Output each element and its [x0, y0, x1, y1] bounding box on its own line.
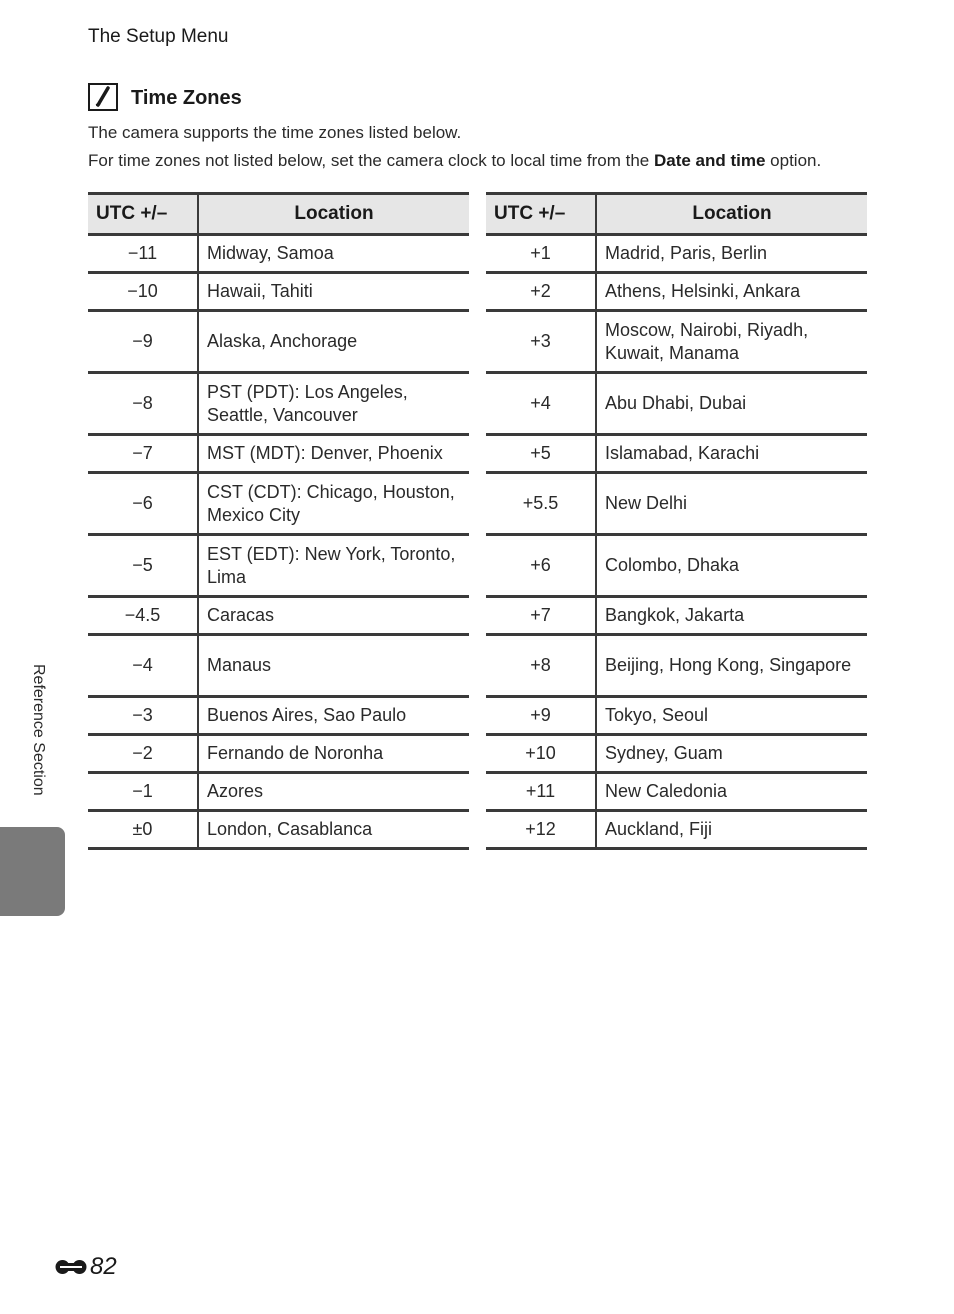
location-cell: Bangkok, Jakarta [596, 597, 867, 635]
table-row [88, 597, 469, 635]
utc-offset-cell: +10 [486, 735, 596, 773]
table-row [486, 235, 867, 273]
table-row [486, 535, 867, 597]
location-cell: Islamabad, Karachi [596, 435, 867, 473]
table-row [486, 435, 867, 473]
location-cell: New Caledonia [596, 773, 867, 811]
utc-offset-cell: −9 [88, 311, 198, 373]
utc-offset-cell: +1 [486, 235, 596, 273]
utc-offset-cell: +4 [486, 373, 596, 435]
location-cell: Athens, Helsinki, Ankara [596, 273, 867, 311]
location-cell: Buenos Aires, Sao Paulo [198, 697, 469, 735]
table-row [88, 535, 469, 597]
utc-offset-cell: −8 [88, 373, 198, 435]
table-row [88, 435, 469, 473]
utc-offset-cell: +7 [486, 597, 596, 635]
location-cell: CST (CDT): Chicago, Houston, Mexico City [198, 473, 469, 535]
table-row [88, 811, 469, 849]
location-cell: Colombo, Dhaka [596, 535, 867, 597]
page-header-title: The Setup Menu [88, 26, 229, 47]
utc-offset-cell: +3 [486, 311, 596, 373]
section-title: Time Zones [131, 87, 242, 109]
location-cell: Azores [198, 773, 469, 811]
table-row [486, 273, 867, 311]
utc-offset-cell: −10 [88, 273, 198, 311]
location-cell: Abu Dhabi, Dubai [596, 373, 867, 435]
location-cell: Madrid, Paris, Berlin [596, 235, 867, 273]
table-row [88, 373, 469, 435]
column-header-location: Location [596, 194, 867, 235]
utc-offset-cell: +8 [486, 635, 596, 697]
column-header-utc: UTC +/– [486, 194, 596, 235]
table-row [486, 311, 867, 373]
table-row [88, 311, 469, 373]
utc-offset-cell: −2 [88, 735, 198, 773]
location-cell: Midway, Samoa [198, 235, 469, 273]
time-zone-table-left [88, 192, 469, 850]
location-cell: Beijing, Hong Kong, Singapore [596, 635, 867, 697]
page-number-value: 82 [90, 1253, 117, 1280]
utc-offset-cell: +11 [486, 773, 596, 811]
section-tab [0, 827, 65, 916]
utc-offset-cell: −6 [88, 473, 198, 535]
location-cell: EST (EDT): New York, Toronto, Lima [198, 535, 469, 597]
table-row [88, 773, 469, 811]
table-row [88, 473, 469, 535]
utc-offset-cell: −4 [88, 635, 198, 697]
table-row [486, 373, 867, 435]
table-row [486, 697, 867, 735]
pencil-note-icon [88, 83, 118, 111]
table-row [486, 811, 867, 849]
utc-offset-cell: +6 [486, 535, 596, 597]
table-row [88, 235, 469, 273]
table-row [88, 735, 469, 773]
table-row [88, 273, 469, 311]
location-cell: Fernando de Noronha [198, 735, 469, 773]
utc-offset-cell: +2 [486, 273, 596, 311]
date-and-time-option: Date and time [653, 151, 766, 170]
utc-offset-cell: −1 [88, 773, 198, 811]
utc-offset-cell: −5 [88, 535, 198, 597]
location-cell: New Delhi [596, 473, 867, 535]
intro-text: The camera supports the time zones listed below. [88, 123, 462, 142]
location-cell: PST (PDT): Los Angeles, Seattle, Vancouver [198, 373, 469, 435]
table-row [486, 735, 867, 773]
location-cell: Tokyo, Seoul [596, 697, 867, 735]
table-row [486, 773, 867, 811]
location-cell: Hawaii, Tahiti [198, 273, 469, 311]
column-header-utc: UTC +/– [88, 194, 198, 235]
table-row [88, 697, 469, 735]
location-cell: Moscow, Nairobi, Riyadh, Kuwait, Manama [596, 311, 867, 373]
table-row [486, 473, 867, 535]
utc-offset-cell: −11 [88, 235, 198, 273]
location-cell: London, Casablanca [198, 811, 469, 849]
e-reference-icon [54, 1258, 88, 1276]
table-row [88, 635, 469, 697]
intro-text-2: For time zones not listed below, set the camera clock to local time from the Date and time option. [88, 151, 822, 170]
utc-offset-cell: −7 [88, 435, 198, 473]
utc-offset-cell: +5 [486, 435, 596, 473]
table-row [486, 635, 867, 697]
utc-offset-cell: −3 [88, 697, 198, 735]
location-cell: Alaska, Anchorage [198, 311, 469, 373]
utc-offset-cell: +5.5 [486, 473, 596, 535]
table-row [486, 597, 867, 635]
location-cell: Manaus [198, 635, 469, 697]
location-cell: Caracas [198, 597, 469, 635]
location-cell: Sydney, Guam [596, 735, 867, 773]
utc-offset-cell: +12 [486, 811, 596, 849]
section-tab-label: Reference Section [30, 664, 47, 796]
utc-offset-cell: ±0 [88, 811, 198, 849]
location-cell: Auckland, Fiji [596, 811, 867, 849]
utc-offset-cell: +9 [486, 697, 596, 735]
location-cell: MST (MDT): Denver, Phoenix [198, 435, 469, 473]
column-header-location: Location [198, 194, 469, 235]
page-number [54, 1249, 117, 1281]
utc-offset-cell: −4.5 [88, 597, 198, 635]
time-zone-table-right [486, 192, 867, 850]
